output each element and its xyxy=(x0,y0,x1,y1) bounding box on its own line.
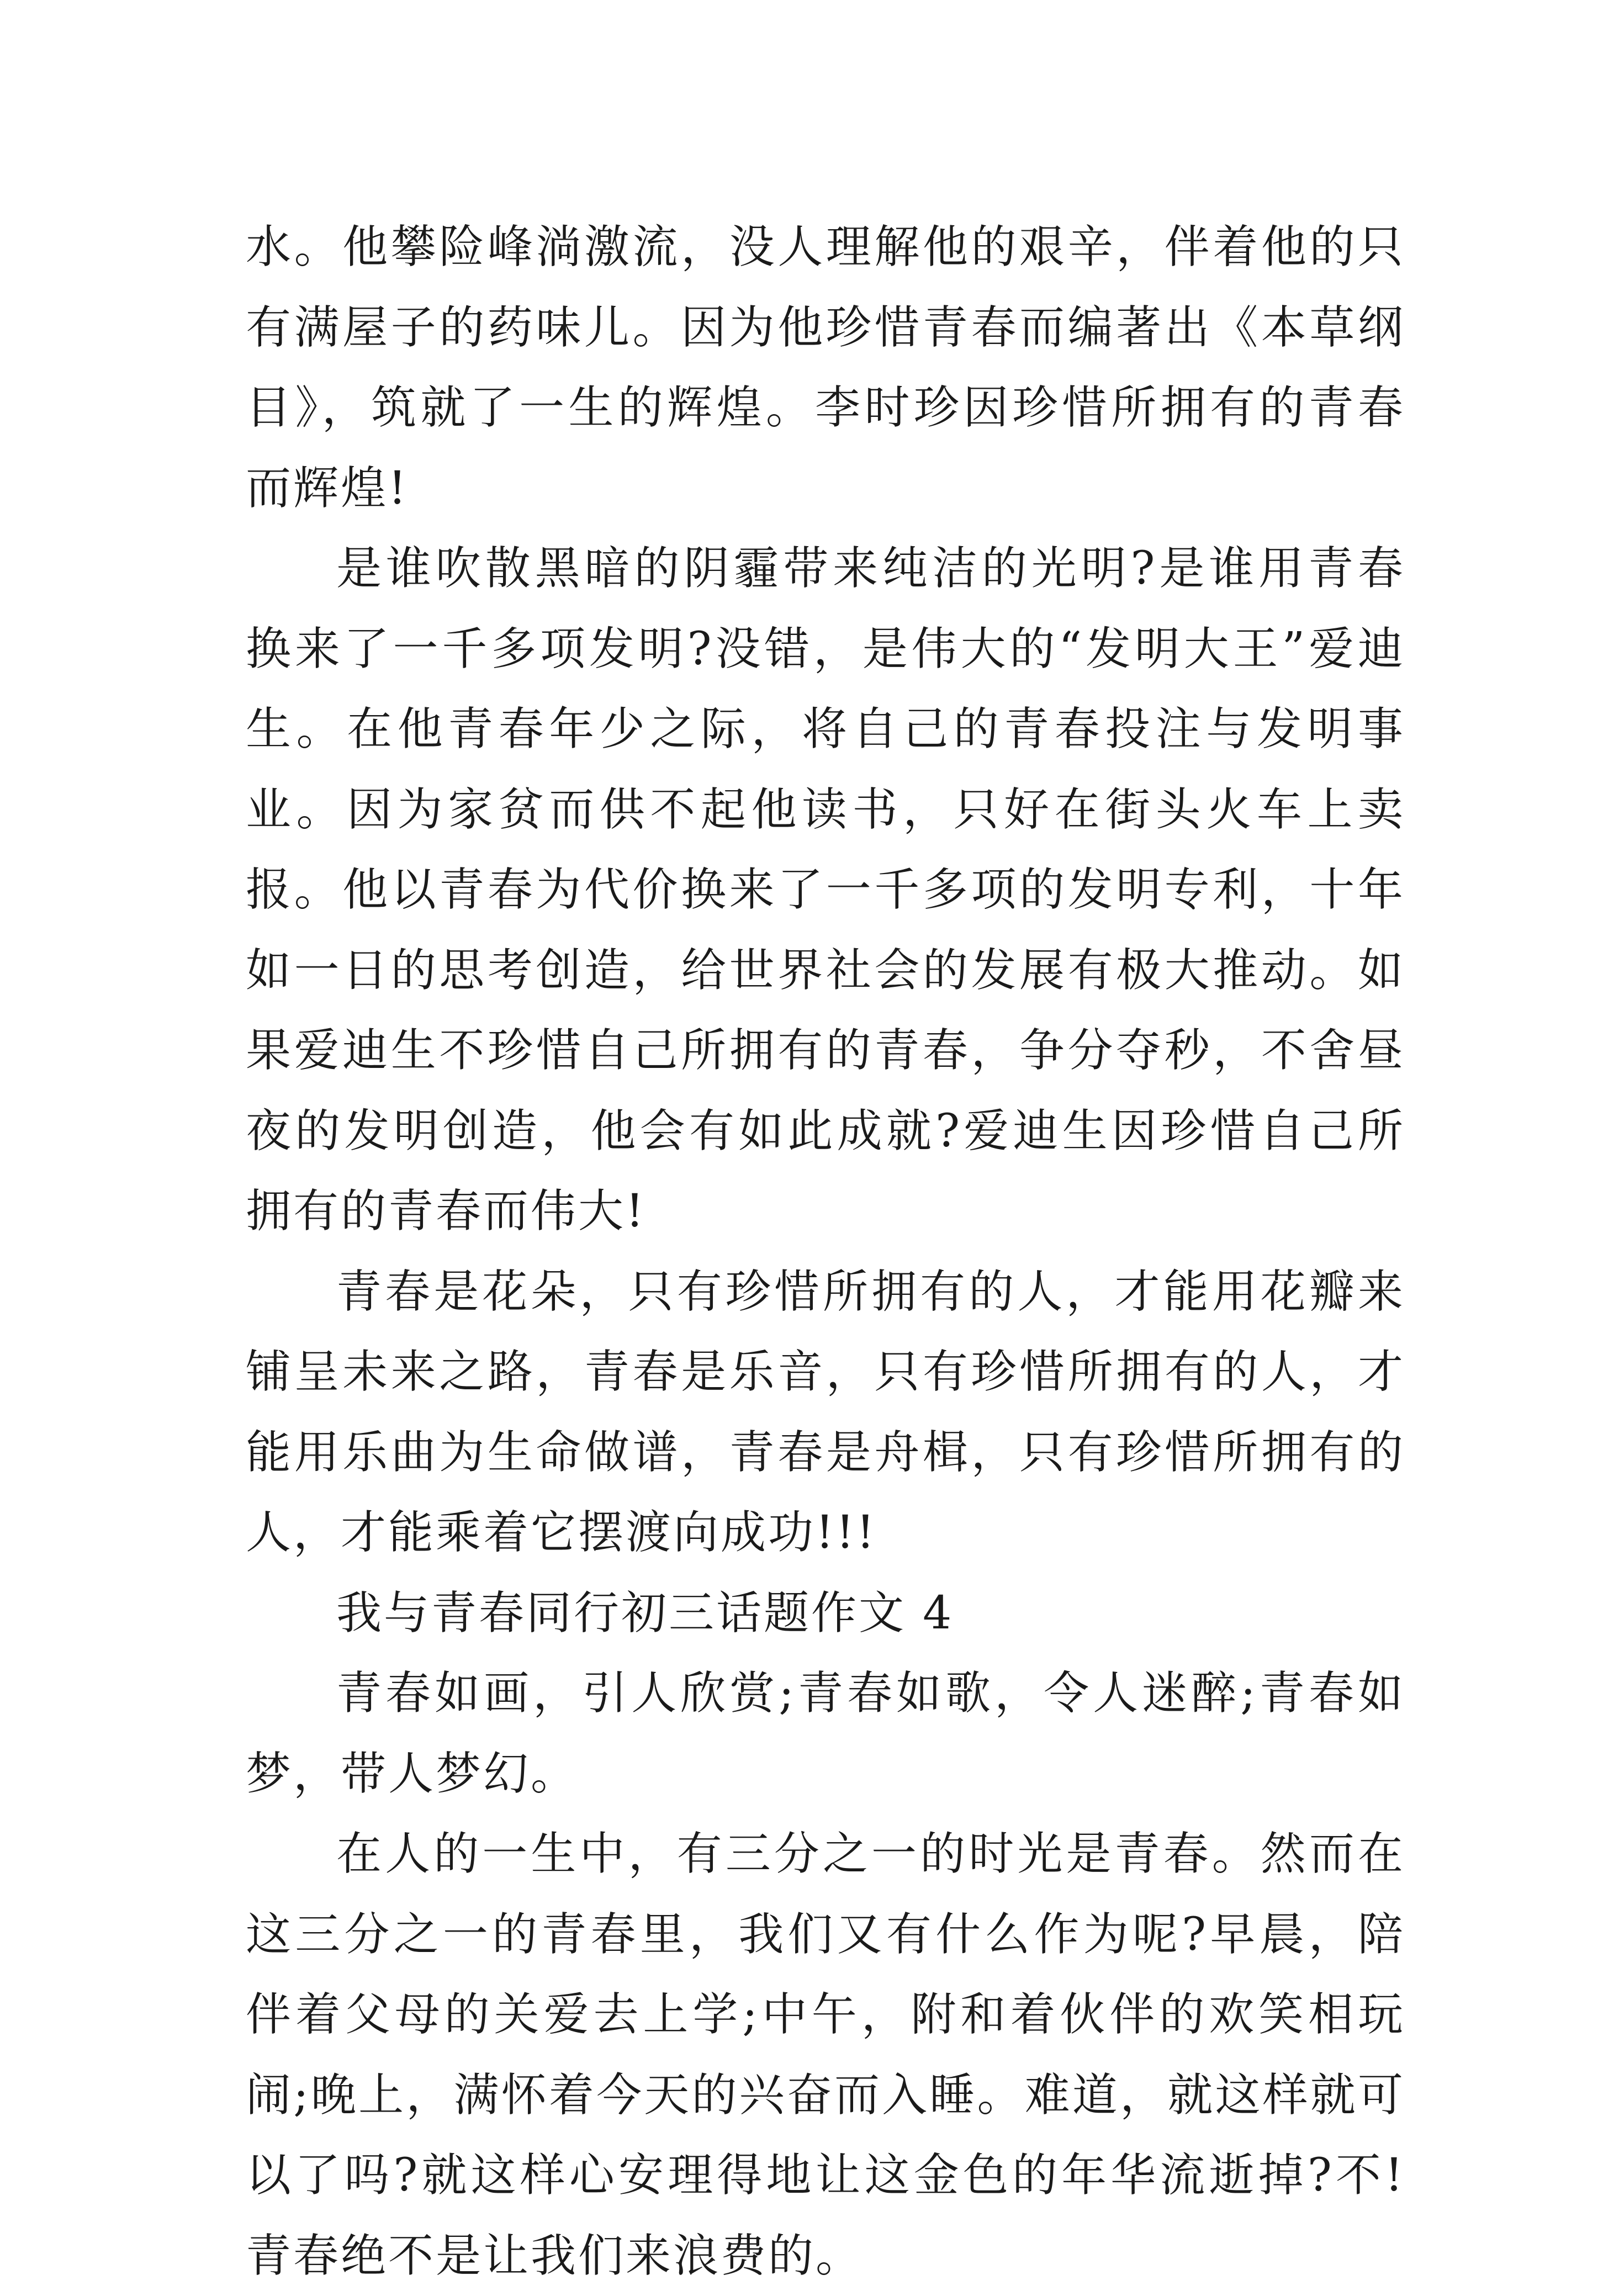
paragraph-youth-like-painting: 青春如画，引人欣赏;青春如歌，令人迷醉;青春如梦，带人梦幻。 xyxy=(246,1667,1405,1800)
document-body xyxy=(246,207,1405,2296)
paragraph-continuation: 水。他攀险峰淌激流，没人理解他的艰辛，伴着他的只有满屋子的药味儿。因为他珍惜青春而编著出《本草纲目》，筑就了一生的辉煌。李时珍因珍惜所拥有的青春而辉煌! xyxy=(246,221,1405,515)
paragraph-edison: 是谁吹散黑暗的阴霾带来纯洁的光明?是谁用青春换来了一千多项发明?没错，是伟大的“发明大王”爱迪生。在他青春年少之际，将自己的青春投注与发明事业。因为家贫而供不起他读书，只好在街头火车上卖报。他以青春为代价换来了一千多项的发明专利，十年如一日的思考创造，给世界社会的发展有极大推动。如果爱迪生不珍惜自己所拥有的青春，争分夺秒，不舍昼夜的发明创造，他会有如此成就?爱迪生因珍惜自己所拥有的青春而伟大! xyxy=(246,542,1405,1237)
essay-heading: 我与青春同行初三话题作文 4 xyxy=(336,1586,954,1639)
paragraph-one-third-of-life: 在人的一生中，有三分之一的时光是青春。然而在这三分之一的青春里，我们又有什么作为呢?早晨，陪伴着父母的关爱去上学;中午，附和着伙伴的欢笑相玩闹;晚上，满怀着今天的兴奋而入睡。难道，就这样就可以了吗?就这样心安理得地让这金色的年华流逝掉?不!青春绝不是让我们来浪费的。 xyxy=(246,1828,1405,2282)
paragraph-youth-metaphor: 青春是花朵，只有珍惜所拥有的人，才能用花瓣来铺呈未来之路，青春是乐音，只有珍惜所拥有的人，才能用乐曲为生命做谱，青春是舟楫，只有珍惜所拥有的人，才能乘着它摆渡向成功!!! xyxy=(246,1265,1405,1559)
